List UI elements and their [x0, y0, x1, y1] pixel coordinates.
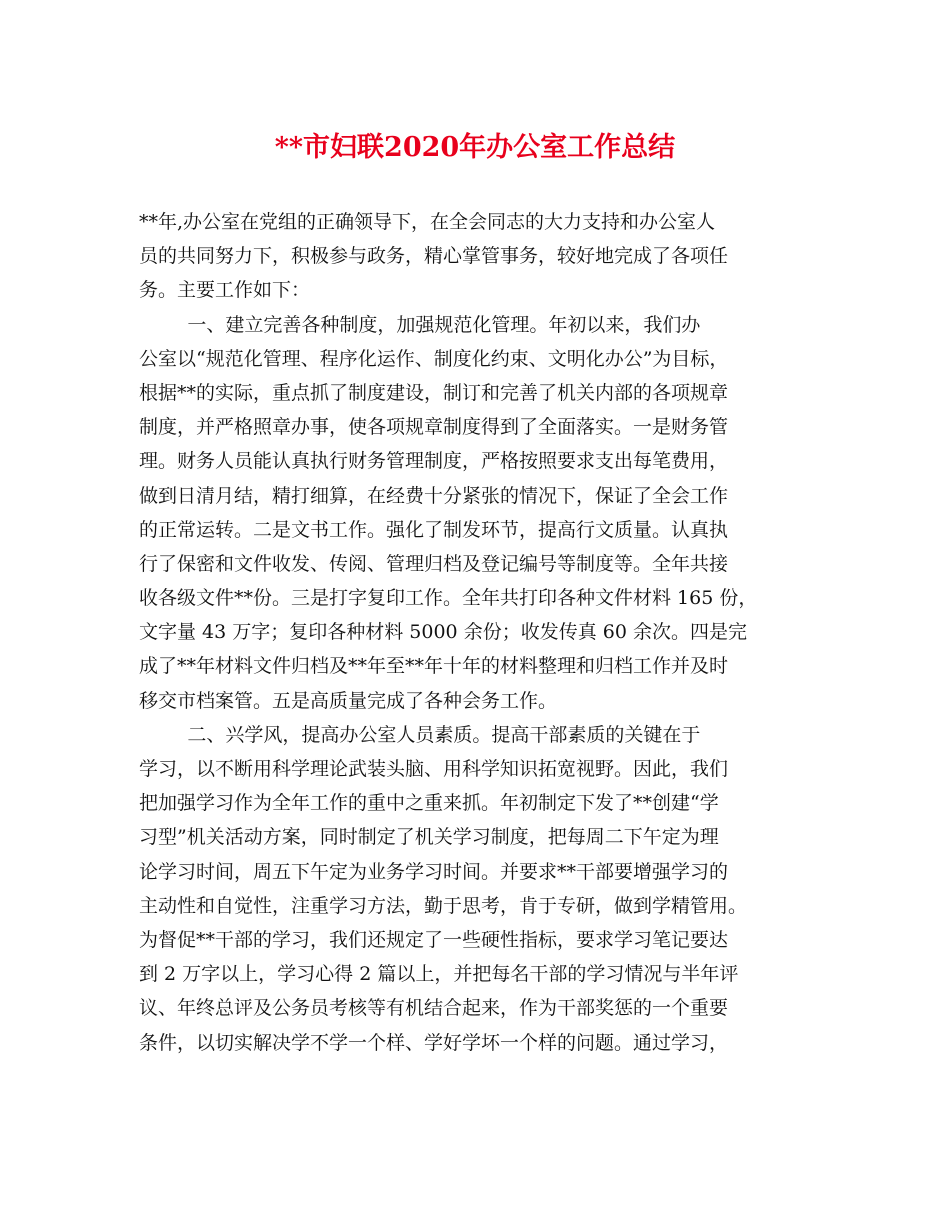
document-body — [139, 205, 829, 1060]
text-line: 收各级文件**份。三是打字复印工作。全年共打印各种文件材料 165 份， — [139, 587, 758, 610]
text-line: 学习，以不断用科学理论武装头脑、用科学知识拓宽视野。因此，我们 — [139, 758, 729, 780]
text-line: 条件，以切实解决学不学一个样、学好学坏一个样的问题。通过学习， — [139, 1031, 729, 1054]
text-line: 公室以“规范化管理、程序化运作、制度化约束、文明化办公”为目标， — [139, 347, 729, 370]
text-line: 行了保密和文件收发、传阅、管理归档及登记编号等制度等。全年共接 — [139, 552, 729, 575]
text-line: 议、年终总评及公务员考核等有机结合起来，作为干部奖惩的一个重要 — [139, 997, 729, 1020]
text-line: 论学习时间，周五下午定为业务学习时间。并要求**干部要增强学习的 — [139, 860, 729, 883]
text-line: 移交市档案管。五是高质量完成了各种会务工作。 — [139, 689, 558, 712]
text-line: 做到日清月结，精打细算，在经费十分紧张的情况下，保证了全会工作 — [139, 484, 729, 507]
text-line: 二、兴学风，提高办公室人员素质。提高干部素质的关键在于 — [139, 723, 701, 746]
text-line: 习型”机关活动方案，同时制定了机关学习制度，把每周二下午定为理 — [139, 826, 719, 849]
text-line: 成了**年材料文件归档及**年至**年十年的材料整理和归档工作并及时 — [139, 655, 729, 678]
text-line: 员的共同努力下，积极参与政务，精心掌管事务，较好地完成了各项任 — [139, 245, 729, 268]
text-line: 把加强学习作为全年工作的重中之重来抓。年初制定下发了**创建“学 — [139, 792, 719, 815]
text-line: 到 2 万字以上，学习心得 2 篇以上，并把每名干部的学习情况与半年评 — [139, 963, 739, 986]
text-line: 文字量 43 万字；复印各种材料 5000 余份；收发传真 60 余次。四是完 — [139, 621, 747, 644]
text-line: 一、建立完善各种制度，加强规范化管理。年初以来，我们办 — [139, 313, 701, 336]
text-line: **年,办公室在党组的正确领导下，在全会同志的大力支持和办公室人 — [139, 211, 716, 233]
text-line: 制度，并严格照章办事，使各项规章制度得到了全面落实。一是财务管 — [139, 416, 729, 439]
text-line: 理。财务人员能认真执行财务管理制度，严格按照要求支出每笔费用， — [139, 450, 729, 473]
text-line: 为督促**干部的学习，我们还规定了一些硬性指标，要求学习笔记要达 — [139, 928, 729, 951]
text-line: 根据**的实际，重点抓了制度建设，制订和完善了机关内部的各项规章 — [139, 381, 729, 404]
document-title: **市妇联2020年办公室工作总结 — [274, 132, 676, 163]
text-line: 务。主要工作如下： — [139, 279, 311, 302]
text-line: 的正常运转。二是文书工作。强化了制发环节，提高行文质量。认真执 — [139, 518, 729, 541]
text-line: 主动性和自觉性，注重学习方法，勤于思考，肯于专研，做到学精管用。 — [139, 894, 748, 917]
